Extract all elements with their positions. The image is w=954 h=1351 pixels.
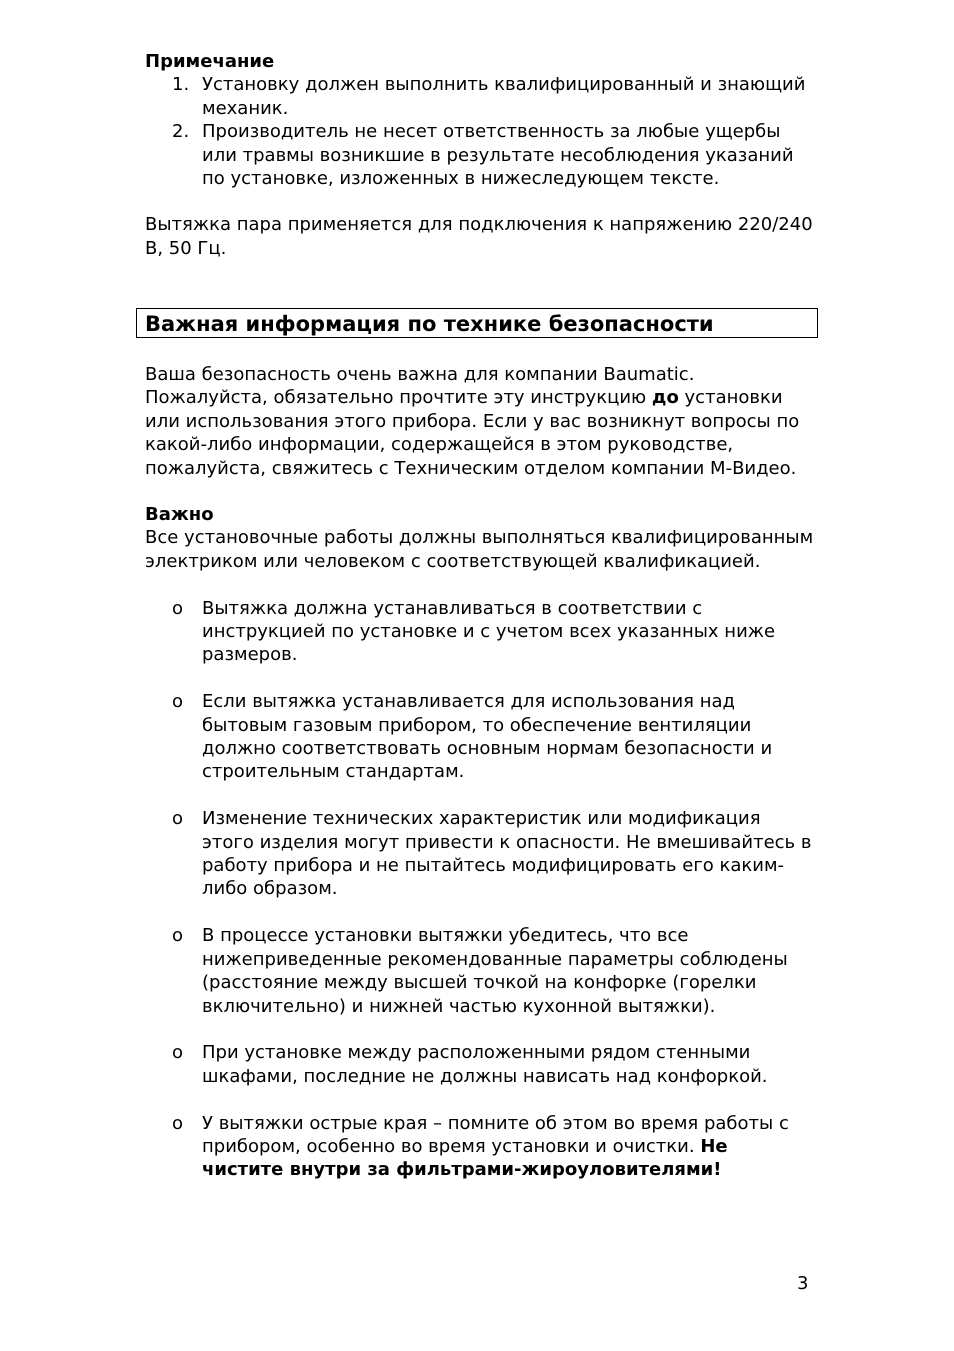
note-item — [145, 73, 815, 120]
safety-bullet-text: Если вытяжка устанавливается для использования над бытовым газовым прибором, то обеспечение вентиляции должно соответствовать основным нормам безопасности и строительным стандартам. — [202, 691, 773, 783]
note-item-number: 1. — [172, 74, 190, 96]
page-number: 3 — [797, 1273, 809, 1294]
note-section — [145, 50, 815, 260]
bullet-marker: o — [172, 808, 184, 830]
safety-bullet-text: У вытяжки острые края – помните об этом во время работы с прибором, особенно во время установки и очистки. — [202, 1112, 789, 1157]
note-item — [145, 120, 815, 190]
safety-bullet — [145, 924, 815, 1018]
safety-bullet-text: В процессе установки вытяжки убедитесь, что все нижеприведенные рекомендованные параметры соблюдены (расстояние между высшей точкой на конфорке (горелки включительно) и нижней частью кухонной вытяжки). — [202, 925, 788, 1017]
safety-bullet-text: Изменение технических характеристик или модификация этого изделия могут привести к опасности. Не вмешивайтесь в работу прибора и не пытайтесь модифицировать его каким-либо образом. — [202, 808, 812, 900]
bullet-marker: o — [172, 1112, 184, 1134]
safety-bullet-list — [145, 597, 815, 1182]
safety-bullet — [145, 690, 815, 784]
bullet-marker: o — [172, 1042, 184, 1064]
safety-intro-end: установки или использования этого прибора. Если у вас возникнут вопросы по какой-либо информации, содержащейся в этом руководстве, пожалуйста, свяжитесь с Техническим отделом компании М-Видео. — [145, 387, 800, 479]
safety-bullet — [145, 807, 815, 901]
safety-bullet — [145, 597, 815, 667]
bullet-marker: o — [172, 925, 184, 947]
safety-intro-emphasis: до — [651, 387, 679, 409]
safety-bullet-text: При установке между расположенными рядом стенными шкафами, последние не должны нависать над конфоркой. — [202, 1042, 768, 1087]
important-text: Все установочные работы должны выполняться квалифицированным электриком или человеком с соответствующей квалификацией. — [145, 527, 814, 572]
section-heading: Важная информация по технике безопасности — [145, 312, 714, 336]
note-title: Примечание — [145, 51, 275, 72]
safety-bullet — [145, 1112, 815, 1182]
safety-intro-start: Ваша безопасность очень важна для компании Baumatic. Пожалуйста, обязательно прочтите эту инструкцию — [145, 364, 695, 409]
bullet-marker: o — [172, 597, 184, 619]
safety-section — [145, 363, 815, 1182]
safety-bullet-text: Вытяжка должна устанавливаться в соответствии с инструкцией по установке и с учетом всех указанных ниже размеров. — [202, 597, 776, 666]
section-heading-box — [136, 308, 818, 338]
note-item-text: Установку должен выполнить квалифицированный и знающий механик. — [202, 74, 806, 119]
note-item-text: Производитель не несет ответственность за любые ущербы или травмы возникшие в результате несоблюдения указаний по установке, изложенных в нижеследующем тексте. — [202, 121, 794, 190]
important-title: Важно — [145, 504, 214, 526]
bullet-marker: o — [172, 691, 184, 713]
safety-intro — [145, 363, 815, 480]
safety-bullet-warning: Не чистите внутри за фильтрами-жироуловителями! — [202, 1135, 728, 1181]
note-list — [145, 73, 815, 190]
voltage-paragraph: Вытяжка пара применяется для подключения к напряжению 220/240 В, 50 Гц. — [145, 214, 813, 259]
safety-bullet — [145, 1041, 815, 1088]
note-item-number: 2. — [172, 121, 190, 143]
